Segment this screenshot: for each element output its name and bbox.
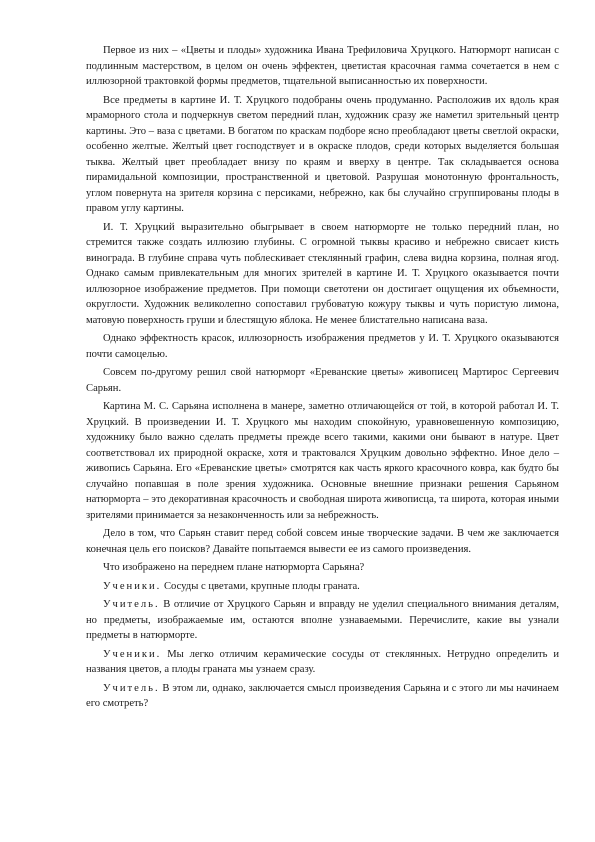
dialogue-text: В этом ли, однако, заключается смысл произведения Сарьяна и с этого ли мы начинаем его смотреть? xyxy=(86,682,559,709)
dialogue-speaker: Ученики. xyxy=(103,648,162,660)
paragraph-8: Что изображено на переднем плане натюрморта Сарьяна? xyxy=(103,562,365,573)
dialogue-text: Мы легко отличим керамические сосуды от стеклянных. Нетрудно определить и названия цветов, а плоды граната мы узнаем сразу. xyxy=(86,648,559,675)
paragraph-6: Картина М. С. Сарьяна исполнена в манере, заметно отличающейся от той, в которой работал И. Т. Хруцкий. В произведении И. Т. Хруцкого мы находим спокойную, уравновешенную композицию, художнику было важно сделать предметы прежде всего такими, какими они бывают в натуре. Цвет соответствовал их природной окраске, хотя и трактовался Хруцким довольно эффектно. Иное дело – живопись Сарьяна. Его «Ереванские цветы» смотрятся как часть яркого красочного ковра, как будто бы случайно попавшая в поле зрения художника. Основные внешние признаки решения Сарьяном натюрморта – это декоративная красочность и свободная широта живописца, та широта, которая иными зрителями принимается за незаконченность или за небрежность. xyxy=(86,401,559,521)
paragraph-5: Совсем по-другому решил свой натюрморт «Ереванские цветы» живописец Мартирос Сергеевич Сарьян. xyxy=(86,367,559,394)
dialogue-line-4 xyxy=(86,681,559,712)
dialogue-speaker: Учитель. xyxy=(103,599,160,610)
paragraph-7: Дело в том, что Сарьян ставит перед собой совсем иные творческие задачи. В чем же заключается конечная цель его поисков? Давайте попытаемся вывести ее из самого произведения. xyxy=(86,528,559,555)
dialogue-text: В отличие от Хруцкого Сарьян и вправду не уделил специального внимания деталям, но предметы, изображаемые им, остаются вполне узнаваемыми. Перечислите, какие вы узнали предметы в натюрморте. xyxy=(86,599,559,641)
dialogue-text: Сосуды с цветами, крупные плоды граната. xyxy=(161,580,360,592)
dialogue-line-3 xyxy=(86,647,559,678)
paragraph-1: Первое из них – «Цветы и плоды» художника Ивана Трефиловича Хруцкого. Натюрморт написан с подлинным мастерством, в целом он очень эффектен, цветистая красочная гамма сочетается в нем с иллюзорной трактовкой формы предметов, тщательной выписанностью их поверхности. xyxy=(86,45,559,87)
paragraph-3: И. Т. Хруцкий выразительно обыгрывает в своем натюрморте не только передний план, но стремится также создать иллюзию глубины. С огромной тыквы красиво и небрежно свисает кисть винограда. В глубине справа чуть поблескивает стеклянный графин, слева видна корзина, полная ягод. Однако самым привлекательным для многих зрителей в картине И. Т. Хруцкого оказывается почти иллюзорное изображение предметов. При помощи светотени он достигает ощущения их объемности, округлости. Художник великолепно сопоставил грубоватую кожуру тыквы и чуть пористую лимона, матовую поверхность груши и блестящую яблока. Не менее блистательно написана ваза. xyxy=(86,221,559,326)
dialogue-line-1 xyxy=(86,579,559,595)
dialogue-speaker: Учитель. xyxy=(103,682,160,694)
dialogue-speaker: Ученики. xyxy=(103,580,162,592)
paragraph-2: Все предметы в картине И. Т. Хруцкого подобраны очень продуманно. Расположив их вдоль края мраморного стола и подчеркнув светом передний план, художник сразу же наметил зрительный центр картины. Это – ваза с цветами. В богатом по краскам подборе ясно преобладают цветы светлой окраски, особенно желтые. Желтый цвет господствует и в окраске плодов, среди которых выделяется большая тыква. Желтый цвет преобладает внизу по краям и вверху в центре. Так складывается основа пирамидальной композиции, пространственной и цветовой. Разрушая монотонную фронтальность, углом повернута на зрителя корзина с персиками, небрежно, как бы случайно сгруппированы плоды в правом углу картины. xyxy=(86,94,559,214)
dialogue-line-2 xyxy=(86,597,559,644)
document-page xyxy=(86,43,559,715)
paragraph-4: Однако эффектность красок, иллюзорность изображения предметов у И. Т. Хруцкого оказываются почти самоцелью. xyxy=(86,333,559,360)
